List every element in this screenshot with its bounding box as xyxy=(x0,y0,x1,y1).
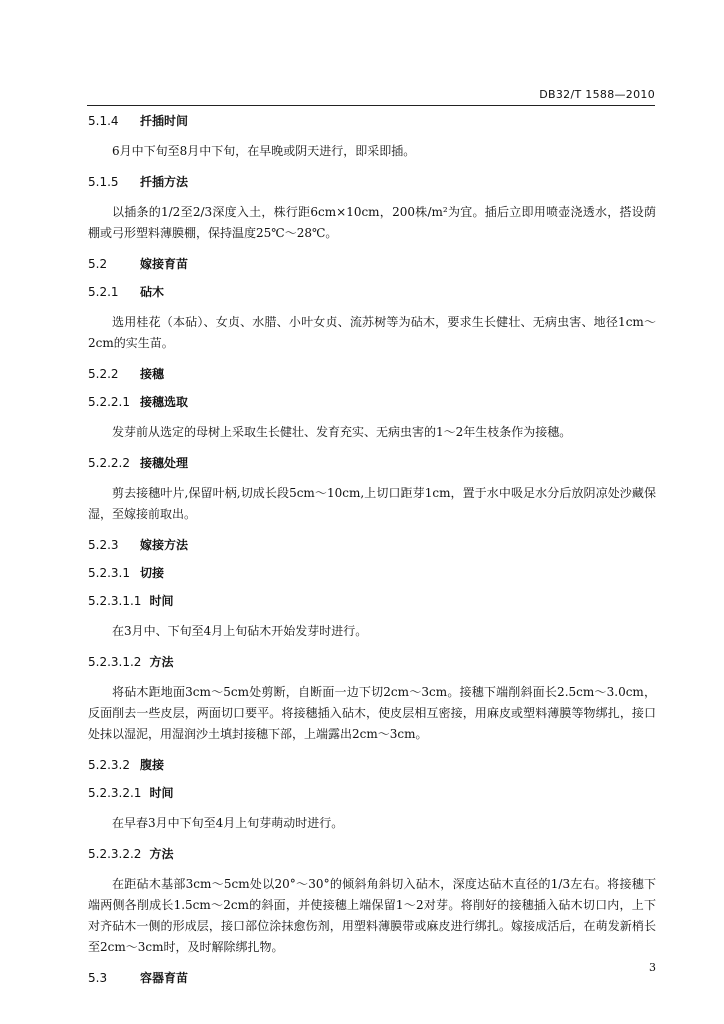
section-heading xyxy=(88,113,656,129)
section-number: 5.2.3.1.2 xyxy=(88,655,142,669)
section-title: 时间 xyxy=(149,594,174,608)
section-number: 5.1.5 xyxy=(88,175,119,189)
section-heading xyxy=(88,970,656,986)
section-heading xyxy=(88,565,656,581)
section-heading xyxy=(88,174,656,190)
page-number: 3 xyxy=(649,961,656,974)
paragraph: 6月中下旬至8月中下旬，在早晚或阴天进行，即采即插。 xyxy=(112,144,416,158)
paragraph: 在距砧木基部3cm～5cm处以20°～30°的倾斜角斜切入砧木，深度达砧木直径的1/3左右。将接穗下端两侧各削成长1.5cm～2cm的斜面，并使接穗上端保留1～2对芽。将削好的接穗插入砧木切口内，上下对齐砧木一侧的形成层，接口部位涂抹愈伤剂，用塑料薄膜带或麻皮进行绑扎。嫁接成活后，在萌发新梢长至2cm～3cm时，及时解除绑扎物。 xyxy=(88,877,656,954)
section-heading xyxy=(88,846,656,862)
section-title: 扦插时间 xyxy=(140,114,189,128)
section-number: 5.3 xyxy=(88,971,108,985)
section-title: 砧木 xyxy=(140,285,165,299)
section-title: 嫁接方法 xyxy=(140,538,189,552)
section-heading xyxy=(88,537,656,553)
section-title: 时间 xyxy=(149,786,174,800)
section-heading xyxy=(88,654,656,670)
section-number: 5.2.3.1 xyxy=(88,566,130,580)
section-title: 接穗 xyxy=(140,367,165,381)
section-title: 切接 xyxy=(140,566,165,580)
paragraph: 以插条的1/2至2/3深度入土，株行距6cm×10cm，200株/m²为宜。插后立即用喷壶浇透水，搭设荫棚或弓形塑料薄膜棚，保持温度25℃～28℃。 xyxy=(88,205,656,240)
section-title: 嫁接育苗 xyxy=(140,257,189,271)
section-heading xyxy=(88,366,656,382)
paragraph: 剪去接穗叶片,保留叶柄,切成长段5cm～10cm,上切口距芽1cm，置于水中吸足水分后放阴凉处沙藏保湿，至嫁接前取出。 xyxy=(88,486,656,521)
section-number: 5.2.3.2 xyxy=(88,758,130,772)
section-heading xyxy=(88,256,656,272)
section-heading xyxy=(88,284,656,300)
section-title: 扦插方法 xyxy=(140,175,189,189)
paragraph: 发芽前从选定的母树上采取生长健壮、发育充实、无病虫害的1～2年生枝条作为接穗。 xyxy=(112,425,572,439)
paragraph: 在3月中、下旬至4月上旬砧木开始发芽时进行。 xyxy=(112,624,368,638)
section-title: 接穗处理 xyxy=(140,456,189,470)
section-heading xyxy=(88,455,656,471)
section-number: 5.2.1 xyxy=(88,285,119,299)
document-code: DB32/T 1588—2010 xyxy=(539,88,655,101)
paragraph: 选用桂花（本砧）、女贞、水腊、小叶女贞、流苏树等为砧木，要求生长健壮、无病虫害、地径1cm～2cm的实生苗。 xyxy=(88,315,656,350)
section-number: 5.2.3.1.1 xyxy=(88,594,142,608)
paragraph: 将砧木距地面3cm～5cm处剪断，自断面一边下切2cm～3cm。接穗下端削斜面长2.5cm～3.0cm，反面削去一些皮层，两面切口要平。将接穗插入砧木，使皮层相互密接，用麻皮或塑料薄膜等物绑扎，接口处抹以湿泥，用湿润沙土填封接穗下部，上端露出2cm～3cm。 xyxy=(88,685,656,741)
section-number: 5.2.3.2.2 xyxy=(88,847,142,861)
section-title: 方法 xyxy=(149,847,174,861)
section-heading xyxy=(88,757,656,773)
section-heading xyxy=(88,593,656,609)
section-number: 5.2.2.1 xyxy=(88,395,130,409)
section-number: 5.2 xyxy=(88,257,108,271)
section-title: 腹接 xyxy=(140,758,165,772)
section-number: 5.2.3.2.1 xyxy=(88,786,142,800)
header-rule xyxy=(87,105,655,106)
paragraph: 在早春3月中下旬至4月上旬芽萌动时进行。 xyxy=(112,816,344,830)
document-body xyxy=(88,113,656,998)
section-number: 5.2.3 xyxy=(88,538,119,552)
section-number: 5.2.2 xyxy=(88,367,119,381)
section-heading xyxy=(88,394,656,410)
section-title: 接穗选取 xyxy=(140,395,189,409)
section-number: 5.2.2.2 xyxy=(88,456,130,470)
section-heading xyxy=(88,785,656,801)
section-title: 容器育苗 xyxy=(140,971,189,985)
section-number: 5.1.4 xyxy=(88,114,119,128)
section-title: 方法 xyxy=(149,655,174,669)
